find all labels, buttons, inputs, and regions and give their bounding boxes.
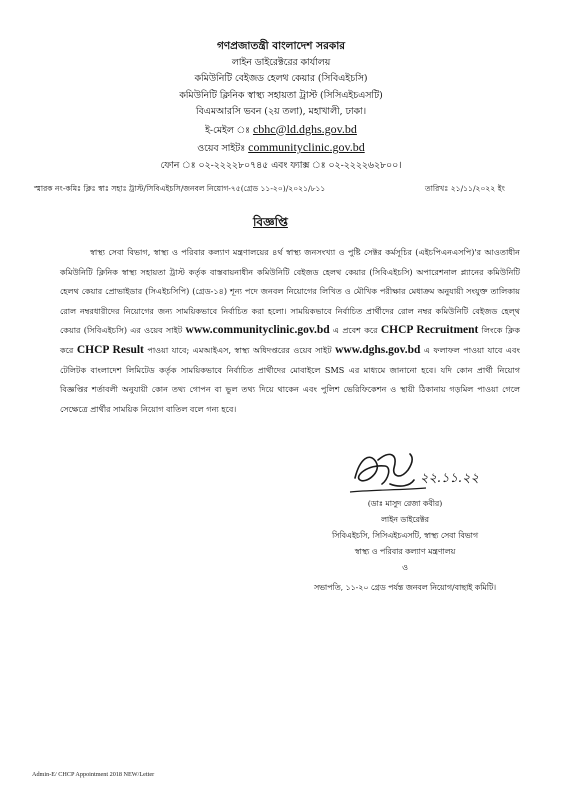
body-text-6: এর মাধ্যমে জানানো হবে। যদি কোন প্রার্থী নিয়োগ বিজ্ঞপ্তির শর্তাবলী অনুযায়ী কোন তথ্য গোপন বা ভুল তথ্য দিয়ে থাকেন এবং পুলিশ ভেরিফিকেশন ও স্থায়ী ঠিকানায় গড়মিল পাওয়া গেলে সেক্ষেত্রে প্রার্থীর সাময়িক নিয়োগ বাতিল বলে গন্য হবে। xyxy=(60,364,521,414)
signatory-title: লাইন ডাইরেক্টর xyxy=(381,515,429,524)
signatory-and: ও xyxy=(402,563,408,572)
document-footer: Admin-E/ CHCP Appointment 2018 NEW/Letter xyxy=(32,771,155,778)
website-line xyxy=(0,139,562,158)
sms-reference: SMS xyxy=(324,364,345,375)
result-link-reference: CHCP Result xyxy=(76,343,144,356)
email-link[interactable]: cbhc@ld.dghs.gov.bd xyxy=(252,121,357,136)
signature-block xyxy=(290,496,520,596)
body-text-4: পাওয়া যাবে; এমআইএস, স্বাস্থ্য অধিদপ্তরের ওয়েব সাইট xyxy=(147,344,332,355)
memo-date: তারিখঃ ২১/১১/২০২২ ইং xyxy=(425,184,505,193)
signatory-name: (ডাঃ মাসুদ রেজা কবীর) xyxy=(367,499,443,508)
email-label: ই-মেইল ঃ xyxy=(205,124,250,136)
trust-name: কমিউনিটি ক্লিনিক স্বাস্থ্য সহায়তা ট্রাস্ট (সিসিএইচএসটি) xyxy=(179,89,383,101)
website-reference-1: www.communityclinic.gov.bd xyxy=(185,324,330,337)
notice-body xyxy=(60,243,520,419)
memo-reference: স্মারক নং-কমিঃ ক্লিঃ স্বাঃ সহাঃ ট্রাস্ট/সিবিএইচসি/জনবল নিয়োগ-৭৫(গ্রেড ১১-২০)/২০২১/৮১১ xyxy=(34,184,326,193)
signatory-committee: সভাপতি, ১১-২০ গ্রেড পর্যন্ত জনবল নিয়োগ/বাছাই কমিটি। xyxy=(313,583,497,592)
website-label: ওয়েব সাইটঃ xyxy=(197,143,246,154)
recruitment-link-reference: CHCP Recruitment xyxy=(380,324,479,337)
office-address: বিএমআরসি ভবন (২য় তলা), মহাখালী, ঢাকা। xyxy=(195,106,367,117)
phone-fax: ফোন ঃ ০২-২২২২৮০৭৪৫ এবং ফ্যাক্স ঃ ০২-২২২২৬২৮০০। xyxy=(160,159,402,171)
signatory-org: সিবিএইচসি, সিসিএইচএসটি, স্বাস্থ্য সেবা বিভাগ xyxy=(331,531,478,540)
program-name: কমিউনিটি বেইজড হেলথ কেয়ার (সিবিএইচসি) xyxy=(194,73,368,84)
gov-title: গণপ্রজাতন্ত্রী বাংলাদেশ সরকার xyxy=(216,40,346,52)
website-reference-2: www.dghs.gov.bd xyxy=(335,343,421,356)
body-text-5: এ ফলাফল পাওয়া যাবে এবং টেলিটক বাংলাদেশ লিমিটেড কর্তৃক সাময়িকভাবে নির্বাচিত প্রার্থীদের মোবাইলে xyxy=(60,344,520,375)
letterhead xyxy=(0,38,562,174)
body-text-3: লিংকে ক্লিক করে xyxy=(60,325,520,355)
body-text-2: এ প্রবেশ করে xyxy=(332,325,378,336)
website-link[interactable]: communityclinic.gov.bd xyxy=(248,140,365,154)
notice-title: বিজ্ঞপ্তি xyxy=(253,215,288,229)
office-name: লাইন ডাইরেক্টরের কার্যালয় xyxy=(231,56,331,68)
handwritten-date: ২২.১১.২২ xyxy=(420,471,479,486)
email-line xyxy=(0,121,562,140)
signatory-ministry: স্বাস্থ্য ও পরিবার কল্যাণ মন্ত্রণালয় xyxy=(354,547,456,556)
body-text-1: স্বাস্থ্য সেবা বিভাগ, স্বাস্থ্য ও পরিবার কল্যাণ মন্ত্রণালয়ের ৪র্থ স্বাস্থ্য জনসংখ্যা ও পুষ্টি সেক্টর কর্মসূচির (এইচপিএনএসপি)'র আওতাধীন কমিউনিটি ক্লিনিক স্বাস্থ্য সহায়তা ট্রাস্ট কর্তৃক বাস্তবায়নাধীন কমিউনিটি বেইজড হেলথ কেয়ার (সিবিএইচসি) অপারেশনাল প্ল্যানের কমিউনিটি হেলথ কেয়ার প্রোভাইডার (সিএইচসিপি) (গ্রেড-১৪) শূন্য পদে জনবল নিয়োগের লিখিত ও মৌখিক পরীক্ষার মেধাক্রম অনুযায়ী সংযুক্ত তালিকায় রোল নম্বরধারীদের নিয়োগের জন্য সাময়িকভাবে নির্বাচিত করা হলো। সাময়িকভাবে নির্বাচিত প্রার্থীদের রোল নম্বর কমিউনিটি বেইজড হেল্থ কেয়ার (সিবিএইচসি) এর ওয়েব সাইট xyxy=(60,247,520,336)
